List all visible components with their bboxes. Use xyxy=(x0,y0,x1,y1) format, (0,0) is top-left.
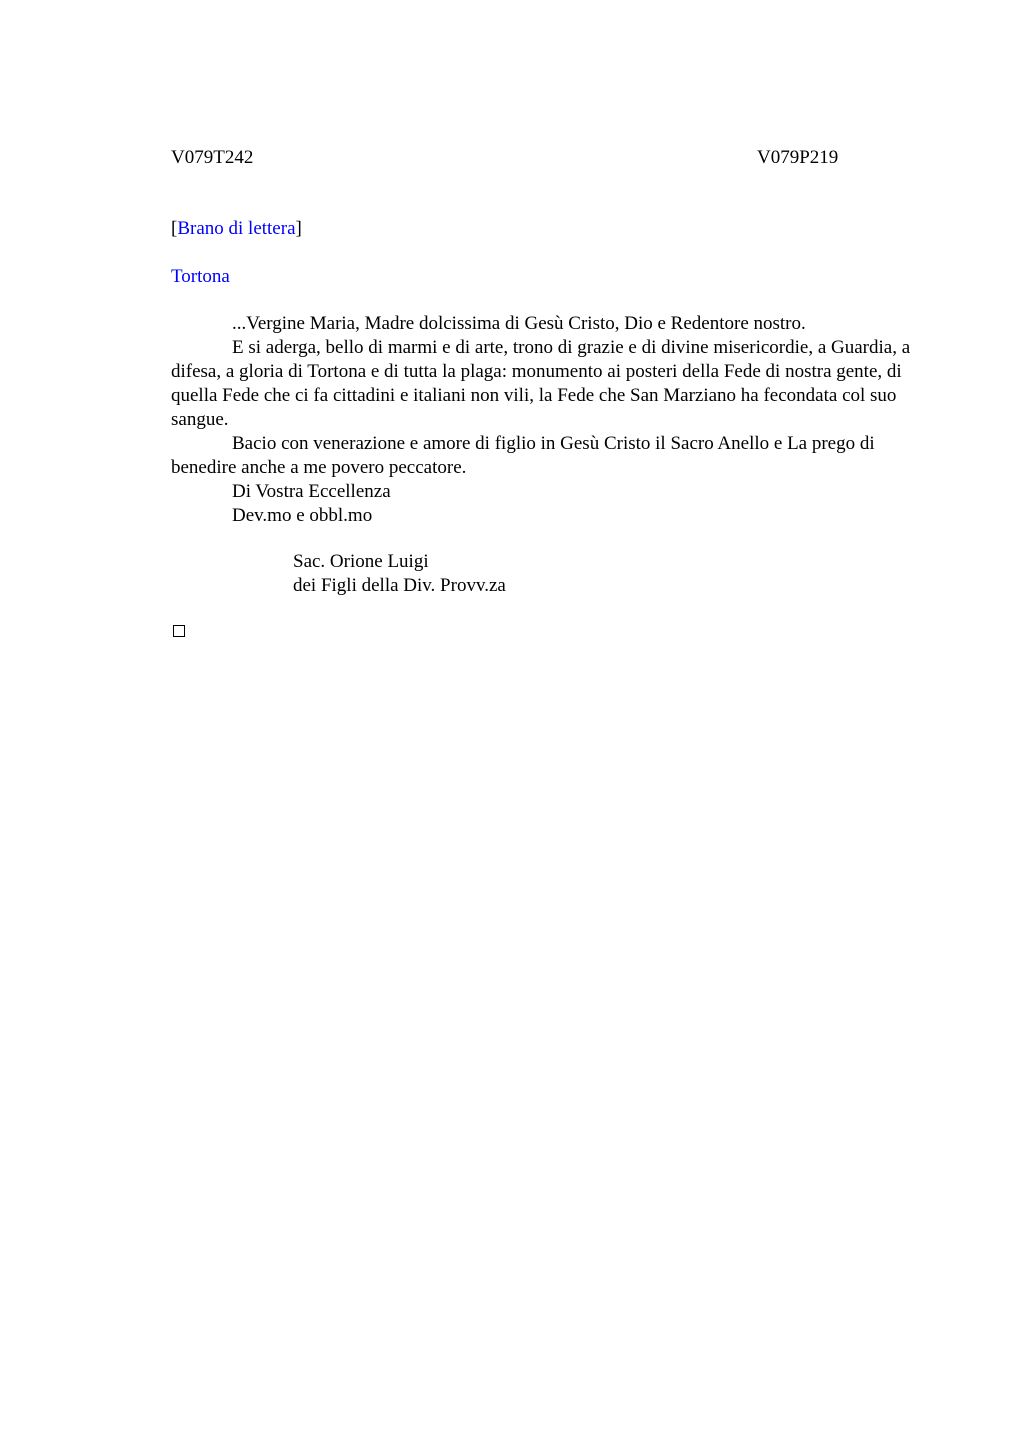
square-outline-icon xyxy=(173,625,185,637)
signature-block xyxy=(293,550,506,598)
document-code-right: V079P219 xyxy=(757,147,839,168)
signature-affiliation: dei Figli della Div. Provv.za xyxy=(293,575,506,596)
paragraph-3: Bacio con venerazione e amore di figlio in Gesù Cristo il Sacro Anello e La prego di benedire anche a me povero peccatore. xyxy=(171,433,875,478)
letter-body xyxy=(171,312,931,528)
document-title xyxy=(171,217,302,241)
title-close-bracket: ] xyxy=(295,218,302,239)
title-open-bracket: [ xyxy=(171,218,178,239)
closing-line-2: Dev.mo e obbl.mo xyxy=(232,505,373,526)
paragraph-2: E si aderga, bello di marmi e di arte, trono di grazie e di divine misericordie, a Guardia, a difesa, a gloria di Tortona e di tutta la plaga: monumento ai posteri della Fede di nostra gente, di quella Fede che ci fa cittadini e italiani non vili, la Fede che San Marziano ha fecondata col suo sangue. xyxy=(171,337,911,430)
paragraph-1: ...Vergine Maria, Madre dolcissima di Gesù Cristo, Dio e Redentore nostro. xyxy=(232,313,806,334)
closing-line-1: Di Vostra Eccellenza xyxy=(232,481,391,502)
place-link[interactable]: Tortona xyxy=(171,266,230,287)
signature-name: Sac. Orione Luigi xyxy=(293,551,429,572)
title-link[interactable]: Brano di lettera xyxy=(177,218,296,239)
document-code-left: V079T242 xyxy=(171,147,254,168)
